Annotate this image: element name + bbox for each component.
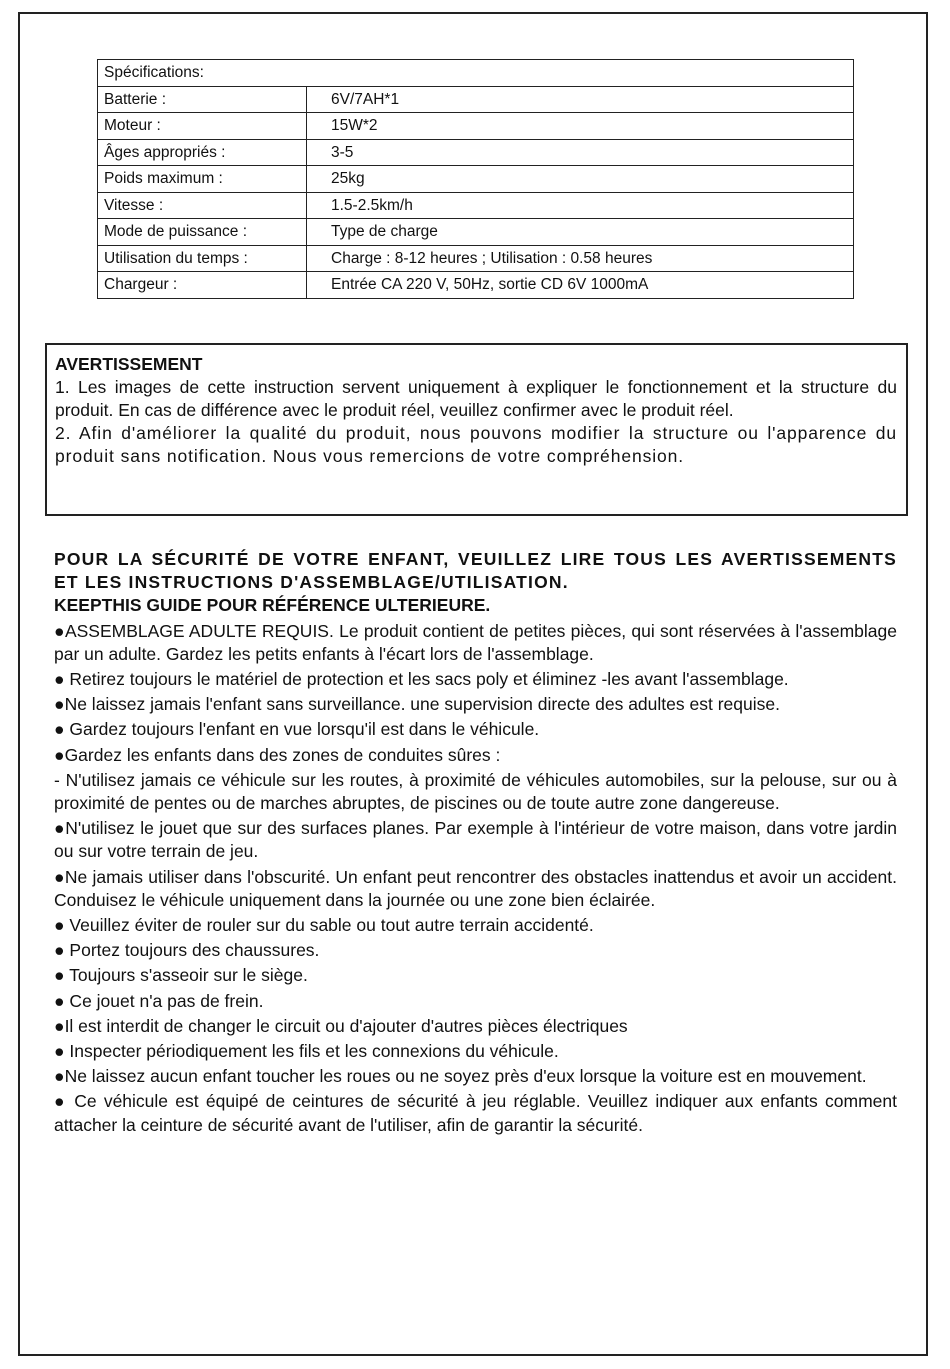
safety-heading: [54, 548, 897, 618]
spec-row-ages: [98, 139, 854, 166]
spec-label: Utilisation du temps :: [98, 245, 307, 272]
list-item: ●Ne laissez jamais l'enfant sans surveillance. une supervision directe des adultes est requise.: [54, 694, 780, 715]
spec-row-charger: [98, 272, 854, 299]
list-item: ● Gardez toujours l'enfant en vue lorsqu'il est dans le véhicule.: [54, 719, 540, 740]
spec-row-usage-time: [98, 245, 854, 272]
spec-value: 3-5: [307, 139, 854, 166]
list-item: ●N'utilisez le jouet que sur des surfaces planes. Par exemple à l'intérieur de votre maison, dans votre jardin ou sur votre terrain de jeu.: [54, 818, 897, 862]
list-item: ●Il est interdit de changer le circuit ou d'ajouter d'autres pièces électriques: [54, 1015, 628, 1036]
list-item: ● Portez toujours des chaussures.: [54, 940, 320, 961]
spec-row-speed: [98, 192, 854, 219]
list-item: ● Veuillez éviter de rouler sur du sable ou tout autre terrain accidenté.: [54, 915, 594, 936]
warning-box: [45, 343, 908, 516]
spec-label: Vitesse :: [98, 192, 307, 219]
warning-paragraph-2: 2. Afin d'améliorer la qualité du produit, nous pouvons modifier la structure ou l'apparence du produit sans notification. Nous vous remercions de votre compréhension.: [55, 423, 897, 466]
spec-row-max-weight: [98, 166, 854, 193]
spec-row-motor: [98, 113, 854, 140]
spec-value: Charge : 8-12 heures ; Utilisation : 0.58 heures: [307, 245, 854, 272]
spec-value: 25kg: [307, 166, 854, 193]
spec-label: Poids maximum :: [98, 166, 307, 193]
spec-label: Mode de puissance :: [98, 219, 307, 246]
spec-row-power-mode: [98, 219, 854, 246]
list-item: ●Ne jamais utiliser dans l'obscurité. Un enfant peut rencontrer des obstacles inattendus et avoir un accident. Conduisez le véhicule uniquement dans la journée ou une zone bien éclairée.: [54, 866, 897, 910]
safety-heading-keep-guide: KEEPTHIS GUIDE POUR RÉFÉRENCE ULTERIEURE.: [54, 595, 491, 616]
list-item: ● Inspecter périodiquement les fils et les connexions du véhicule.: [54, 1041, 559, 1062]
spec-label: Batterie :: [98, 86, 307, 113]
spec-label: Moteur :: [98, 113, 307, 140]
list-item: ● Retirez toujours le matériel de protection et les sacs poly et éliminez -les avant l'assemblage.: [54, 669, 789, 690]
warning-paragraph-1: 1. Les images de cette instruction servent uniquement à expliquer le fonctionnement et la structure du produit. En cas de différence avec le produit réel, veuillez confirmer avec le produit réel.: [55, 377, 897, 420]
list-item: ●ASSEMBLAGE ADULTE REQUIS. Le produit contient de petites pièces, qui sont réservées à l'assemblage par un adulte. Gardez les petits enfants à l'écart lors de l'assemblage.: [54, 620, 897, 664]
spec-value: 1.5-2.5km/h: [307, 192, 854, 219]
specifications-table: [97, 59, 854, 299]
safety-heading-main: POUR LA SÉCURITÉ DE VOTRE ENFANT, VEUILLEZ LIRE TOUS LES AVERTISSEMENTS ET LES INSTRUCTIONS D'ASSEMBLAGE/UTILISATION.: [54, 549, 897, 593]
spec-value: 15W*2: [307, 113, 854, 140]
list-item: ● Ce jouet n'a pas de frein.: [54, 990, 264, 1011]
list-item: ● Ce véhicule est équipé de ceintures de sécurité à jeu réglable. Veuillez indiquer aux enfants comment attacher la ceinture de sécurité avant de l'utiliser, afin de garantir la sécurité.: [54, 1091, 897, 1135]
safety-list: [54, 620, 897, 1137]
safety-section: [54, 548, 897, 1139]
spec-label: Chargeur :: [98, 272, 307, 299]
spec-value: Type de charge: [307, 219, 854, 246]
spec-value: 6V/7AH*1: [307, 86, 854, 113]
list-item: ● Toujours s'asseoir sur le siège.: [54, 965, 308, 986]
spec-header: Spécifications:: [98, 60, 854, 87]
list-item: - N'utilisez jamais ce véhicule sur les routes, à proximité de véhicules automobiles, sur la pelouse, sur ou à proximité de pentes ou de marches abruptes, de piscines ou de toute autre zone dangereuse.: [54, 769, 897, 814]
spec-header-row: [98, 60, 854, 87]
spec-label: Âges appropriés :: [98, 139, 307, 166]
list-item: ●Gardez les enfants dans des zones de conduites sûres :: [54, 744, 501, 765]
list-item: ●Ne laissez aucun enfant toucher les roues ou ne soyez près d'eux lorsque la voiture est en mouvement.: [54, 1066, 867, 1087]
warning-title: AVERTISSEMENT: [55, 354, 203, 374]
spec-value: Entrée CA 220 V, 50Hz, sortie CD 6V 1000mA: [307, 272, 854, 299]
spec-row-battery: [98, 86, 854, 113]
